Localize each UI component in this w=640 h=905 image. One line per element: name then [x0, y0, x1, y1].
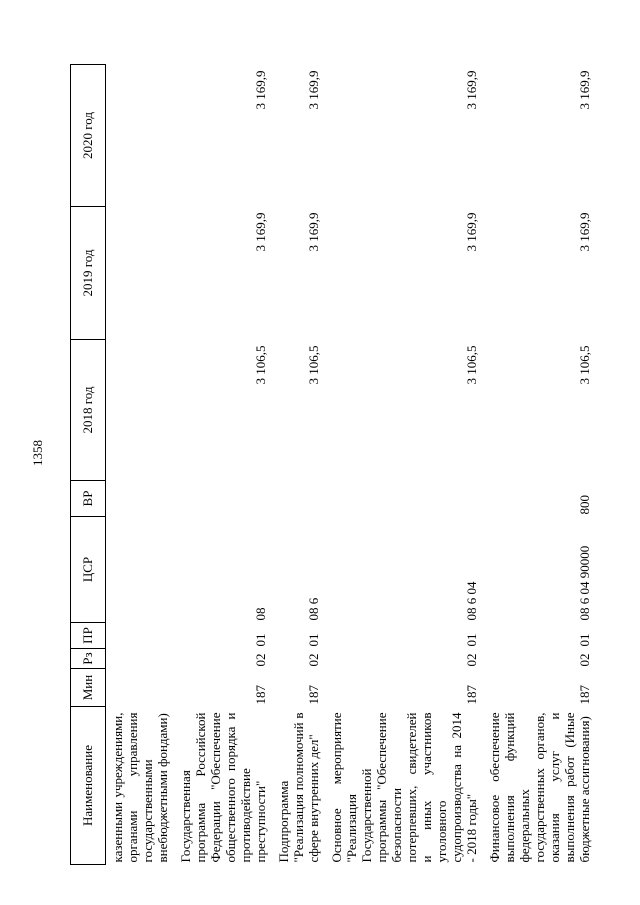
row-2019: 3 169,9: [306, 212, 321, 252]
row-csr: 08 6: [306, 597, 321, 621]
row-rz: [106, 649, 175, 669]
row-rz: 02: [577, 653, 592, 667]
row-name: Основное мероприятие "Реализация Государственной программы "Обеспечение безопасности потерпевших, свидетелей и иных участников уголовного судопроизводства на 2014 - 2018 годы": [329, 712, 479, 863]
row-rz: 02: [253, 653, 268, 667]
row-pr: 01: [577, 633, 592, 647]
row-2019: 3 169,9: [253, 212, 268, 252]
header-csr: ЦСР: [71, 517, 106, 623]
header-rz: Рз: [71, 649, 106, 669]
row-2020: [106, 65, 175, 207]
header-pr: ПР: [71, 623, 106, 649]
row-2019: 3 169,9: [464, 212, 479, 252]
row-2018: 3 106,5: [253, 345, 268, 385]
row-min: 187: [306, 685, 321, 705]
row-vr: 800: [577, 495, 592, 515]
row-2018: [106, 340, 175, 481]
row-vr: [325, 481, 483, 517]
page-number: 1358: [30, 440, 45, 466]
row-min: 187: [253, 685, 268, 705]
table-row: [483, 65, 596, 865]
row-2020: 3 169,9: [577, 70, 592, 110]
row-min: 187: [464, 685, 479, 705]
budget-table: [70, 64, 596, 865]
row-min: 187: [577, 685, 592, 705]
row-csr: 08 6 04 90000: [577, 545, 592, 621]
row-name: Подпрограмма "Реализация полномочий в сфере внутренних дел": [276, 712, 321, 863]
header-vr: ВР: [71, 481, 106, 517]
header-2019: 2019 год: [71, 207, 106, 340]
row-rz: 02: [464, 653, 479, 667]
row-2019: 3 169,9: [577, 212, 592, 252]
row-2020: 3 169,9: [464, 70, 479, 110]
header-2018: 2018 год: [71, 340, 106, 481]
row-2018: 3 106,5: [464, 345, 479, 385]
row-csr: 08: [253, 607, 268, 621]
row-name: казенными учреждениями, органами управления государственными внебюджетными фондами): [110, 712, 170, 863]
rotated-table-container: [70, 65, 610, 865]
row-csr: [106, 517, 175, 623]
row-pr: 01: [253, 633, 268, 647]
row-rz: 02: [306, 653, 321, 667]
row-2019: [106, 207, 175, 340]
row-pr: 01: [464, 633, 479, 647]
row-name: Государственная программа Российской Федерации "Обеспечение общественного порядка и противодействие преступности": [178, 712, 268, 863]
table-row: [272, 65, 325, 865]
row-pr: [106, 623, 175, 649]
row-2018: 3 106,5: [306, 345, 321, 385]
row-csr: 08 6 04: [464, 581, 479, 621]
row-2020: 3 169,9: [306, 70, 321, 110]
table-row: [325, 65, 483, 865]
table-header-row: [71, 65, 106, 865]
table-row: [174, 65, 272, 865]
row-name: Финансовое обеспечение выполнения функций федеральных государственных органов, оказания услуг и выполнения работ (Иные бюджетные ассигнования): [487, 712, 592, 863]
row-2018: 3 106,5: [577, 345, 592, 385]
table-row: [106, 65, 175, 865]
header-2020: 2020 год: [71, 65, 106, 207]
row-2020: 3 169,9: [253, 70, 268, 110]
header-name: Наименование: [71, 707, 106, 865]
row-pr: 01: [306, 633, 321, 647]
header-min: Мин: [71, 669, 106, 707]
row-vr: [174, 481, 272, 517]
row-vr: [106, 481, 175, 517]
row-min: [106, 669, 175, 707]
row-vr: [272, 481, 325, 517]
